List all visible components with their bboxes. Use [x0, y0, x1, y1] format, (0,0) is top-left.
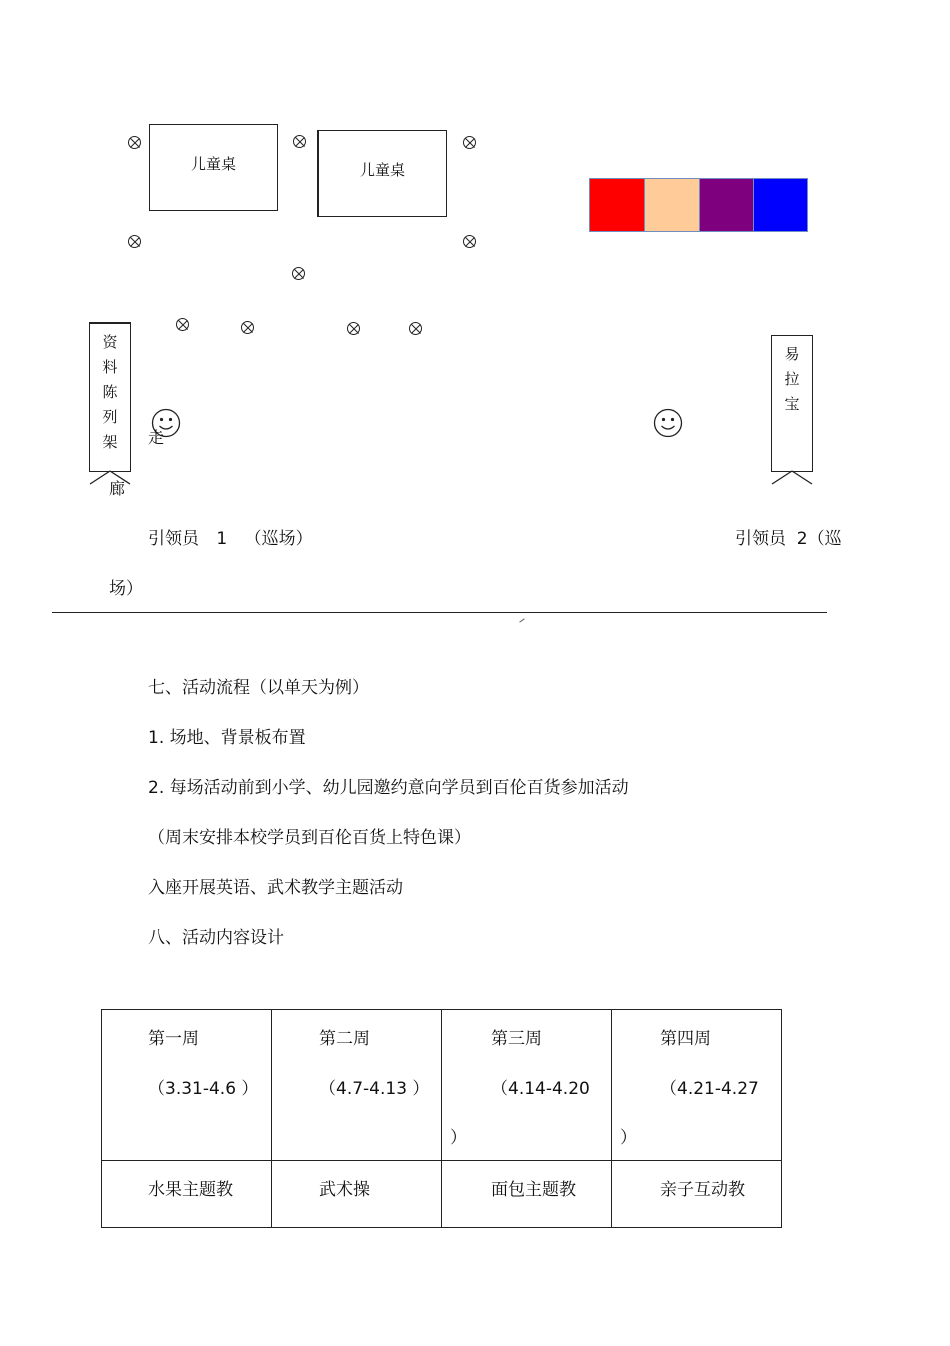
circled-x-icon: [176, 318, 189, 331]
color-block-blue: [753, 179, 807, 231]
step-2-note: （周末安排本校学员到百伦百货上特色课）: [148, 828, 471, 848]
corridor-label-1: 走: [148, 428, 165, 447]
children-table-2: [317, 130, 447, 217]
week-name: 第四周: [660, 1029, 711, 1049]
guide-1-note: （巡场）: [244, 529, 313, 549]
circled-x-icon: [241, 321, 254, 334]
color-block-peach: [644, 179, 700, 231]
children-table-1-label: 儿童桌: [190, 155, 236, 173]
divider-mark: [519, 618, 524, 622]
topic-cell: [612, 1161, 782, 1228]
table-row: [102, 1010, 782, 1161]
topic-cell: [102, 1161, 272, 1228]
section-divider: [52, 612, 827, 613]
guide-1-label: [148, 524, 313, 549]
circled-x-icon: [128, 235, 141, 248]
week-dates-tail: ）: [450, 1128, 467, 1148]
color-block-red: [590, 179, 644, 231]
color-block-purple: [699, 179, 754, 231]
step-2: 2. 每场活动前到小学、幼儿园邀约意向学员到百伦百货参加活动: [148, 778, 629, 798]
week-topic: 武术操: [319, 1180, 370, 1200]
banner-legs: [768, 470, 818, 486]
shelf-char: 列: [102, 408, 118, 426]
topic-cell: [442, 1161, 612, 1228]
display-shelf: [89, 322, 131, 472]
week-cell: [102, 1010, 272, 1161]
topic-cell: [272, 1161, 442, 1228]
smiley-face-icon: [653, 408, 683, 438]
circled-x-icon: [293, 135, 306, 148]
guide-1-title: 引领员: [148, 529, 199, 549]
guide-1-number: 1: [216, 529, 228, 549]
shelf-char: 架: [102, 433, 118, 451]
color-backdrop: [589, 178, 808, 232]
circled-x-icon: [409, 322, 422, 335]
shelf-char: 料: [102, 358, 118, 376]
corridor-label-2: 廊: [109, 479, 126, 498]
circled-x-icon: [347, 322, 360, 335]
week-cell: [612, 1010, 782, 1161]
week-dates: （3.31-4.6 ）: [148, 1079, 259, 1099]
banner-char: 拉: [784, 370, 800, 388]
schedule-table: [101, 1009, 782, 1228]
shelf-char: 资: [102, 333, 118, 351]
roll-up-banner: [771, 335, 813, 472]
week-topic: 亲子互动教: [660, 1180, 745, 1200]
children-table-1: [149, 124, 278, 211]
section-8-heading: 八、活动内容设计: [148, 928, 284, 948]
table-row: [102, 1161, 782, 1228]
week-dates: （4.7-4.13 ）: [319, 1079, 430, 1099]
week-dates: （4.21-4.27: [660, 1079, 759, 1099]
guide-2-label: 引领员 2（巡: [735, 529, 842, 549]
banner-char: 宝: [784, 395, 800, 413]
week-cell: [442, 1010, 612, 1161]
banner-char: 易: [784, 345, 800, 363]
week-dates-tail: ）: [620, 1128, 637, 1148]
circled-x-icon: [463, 136, 476, 149]
section-7-heading: 七、活动流程（以单天为例）: [148, 678, 369, 698]
circled-x-icon: [292, 267, 305, 280]
week-dates: （4.14-4.20: [491, 1079, 590, 1099]
children-table-2-label: 儿童桌: [359, 161, 405, 179]
week-name: 第三周: [491, 1029, 542, 1049]
week-topic: 水果主题教: [148, 1180, 233, 1200]
guide-wrap-text: 场）: [109, 579, 143, 599]
week-topic: 面包主题教: [491, 1180, 576, 1200]
week-name: 第一周: [148, 1029, 199, 1049]
step-3: 入座开展英语、武术教学主题活动: [148, 878, 403, 898]
circled-x-icon: [463, 235, 476, 248]
step-1: 1. 场地、背景板布置: [148, 728, 306, 748]
week-name: 第二周: [319, 1029, 370, 1049]
shelf-char: 陈: [102, 383, 118, 401]
circled-x-icon: [128, 136, 141, 149]
week-cell: [272, 1010, 442, 1161]
